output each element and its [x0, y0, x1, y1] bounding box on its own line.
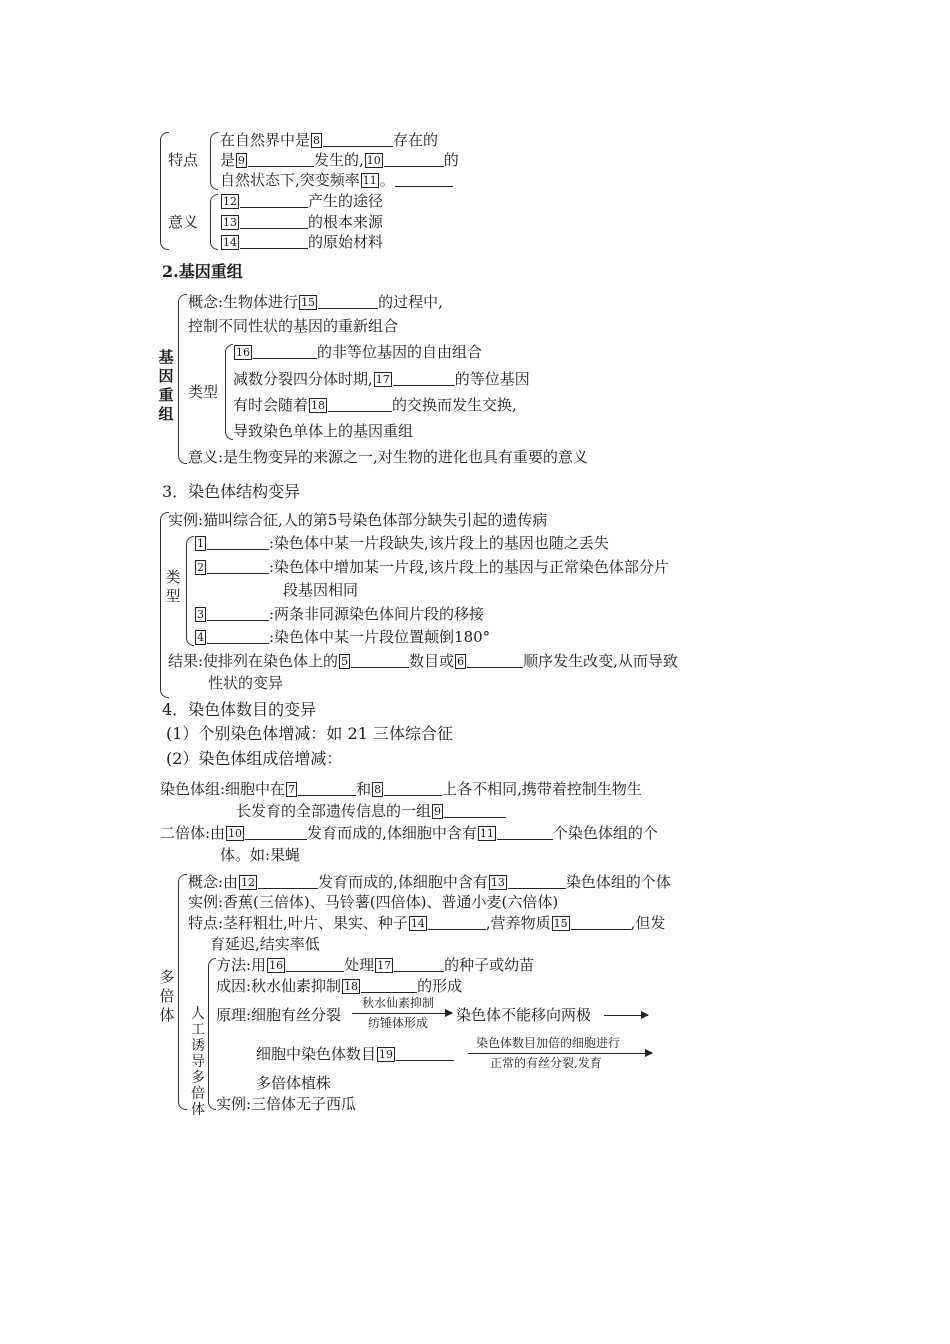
- polyploid-feature-2: 育延迟,结实率低: [210, 935, 320, 953]
- induce-principle-result: 染色体不能移向两极: [456, 1006, 592, 1024]
- struct-result-2: 性状的变异: [208, 674, 284, 692]
- struct-type-label: 类 型: [165, 568, 181, 605]
- struct-type-1: 1 :染色体中某一片段缺失,该片段上的基因也随之丢失: [197, 534, 609, 552]
- induce-example: 实例:三倍体无子西瓜: [216, 1095, 357, 1113]
- struct-type-brace: [186, 536, 194, 646]
- recomb-significance: 意义:是生物变异的来源之一,对生物的进化也具有重要的意义: [188, 448, 588, 466]
- recomb-type-label: 类型: [188, 383, 219, 401]
- induce-count: 细胞中染色体数目 19: [256, 1044, 454, 1064]
- recomb-concept-2: 控制不同性状的基因的重新组合: [188, 317, 399, 335]
- struct-example: 实例:猫叫综合征,人的第5号染色体部分缺失引起的遗传病: [168, 511, 548, 529]
- polyploid-example: 实例:香蕉(三倍体)、马铃薯(四倍体)、普通小麦(六倍体): [188, 893, 559, 911]
- tedian-line-3: 自然状态下,突变频率 11 。: [220, 170, 453, 190]
- genome-def-2: 长发育的全部遗传信息的一组 9: [236, 801, 506, 821]
- induce-cause: 成因:秋水仙素抑制 18 的形成: [216, 977, 463, 995]
- recomb-concept-1: 概念:生物体进行 15 的过程中,: [188, 293, 443, 311]
- diploid-def-1: 二倍体:由 10 发育而成的,体细胞中含有 11 个染色体组的个: [160, 824, 658, 842]
- recomb-type-2: 减数分裂四分体时期, 17 的等位基因: [233, 370, 530, 388]
- yiyi-line-2: 13 的根本来源: [223, 213, 384, 231]
- arrow2-bottom-label: 正常的有丝分裂,发育: [490, 1056, 602, 1070]
- induce-plant: 多倍体植株: [256, 1074, 332, 1092]
- tedian-label: 特点: [168, 151, 199, 169]
- induce-principle-label: 原理:细胞有丝分裂: [216, 1006, 342, 1024]
- polyploid-concept: 概念:由 12 发育而成的,体细胞中含有 13 染色体组的个体: [188, 873, 671, 891]
- diploid-def-2: 体。如:果蝇: [220, 846, 301, 864]
- struct-result-1: 结果:使排列在染色体上的 5 数目或 6 顺序发生改变,从而导致: [168, 652, 678, 670]
- recomb-side-label: 基 因 重 组: [158, 348, 174, 423]
- induce-side-label: 人 工 诱 导 多 倍 体: [191, 1006, 205, 1118]
- struct-heading: 3．染色体结构变异: [162, 482, 301, 501]
- yiyi-label: 意义: [168, 213, 199, 231]
- tedian-line-2: 是 9 发生的, 10 的: [220, 151, 459, 169]
- tedian-brace: [210, 132, 218, 190]
- number-heading: 4．染色体数目的变异: [162, 700, 317, 719]
- yiyi-brace: [210, 194, 218, 250]
- arrow2: [468, 1053, 652, 1054]
- tedian-line-1: 在自然界中是 8 存在的: [220, 131, 439, 149]
- number-point-2: (2）染色体组成倍增减：: [166, 749, 343, 768]
- polyploid-side-label: 多 倍 体: [159, 968, 175, 1024]
- recomb-type-4: 导致染色单体上的基因重组: [233, 422, 414, 440]
- polyploid-feature-1: 特点:茎秆粗壮,叶片、果实、种子 14 ,营养物质 15 ,但发: [188, 914, 666, 932]
- polyploid-brace: [178, 874, 187, 1110]
- recomb-type-1: 16 的非等位基因的自由组合: [236, 343, 483, 361]
- induce-method: 方法:用 16 处理 17 的种子或幼苗: [216, 956, 535, 974]
- arrow2-top-label: 染色体数目加倍的细胞进行: [476, 1036, 621, 1050]
- induce-brace: [208, 958, 216, 1110]
- recomb-brace: [178, 294, 187, 464]
- recomb-type-3: 有时会随着 18 的交换而发生交换,: [233, 396, 517, 414]
- struct-type-2: 2 :染色体中增加某一片段,该片段上的基因与正常染色体部分片: [197, 558, 669, 576]
- struct-type-4: 4 :染色体中某一片段位置颠倒180°: [197, 628, 491, 646]
- arrow1: [352, 1013, 452, 1014]
- yiyi-line-3: 14 的原始材料: [223, 233, 384, 251]
- arrow1b: [604, 1015, 648, 1016]
- arrow1-top-label: 秋水仙素抑制: [362, 996, 435, 1010]
- recomb-type-brace: [225, 344, 233, 440]
- arrow1-bottom-label: 纺锤体形成: [368, 1016, 429, 1030]
- struct-type-2-cont: 段基因相同: [283, 581, 359, 599]
- recomb-heading: 2.基因重组: [162, 262, 243, 281]
- struct-type-3: 3 :两条非同源染色体间片段的移接: [197, 605, 485, 623]
- genome-def-1: 染色体组:细胞中在 7 和 8 上各不相同,携带着控制生物生: [160, 780, 642, 798]
- yiyi-line-1: 12 产生的途径: [223, 192, 384, 210]
- number-point-1: (1）个别染色体增减：如 21 三体综合征: [166, 724, 453, 743]
